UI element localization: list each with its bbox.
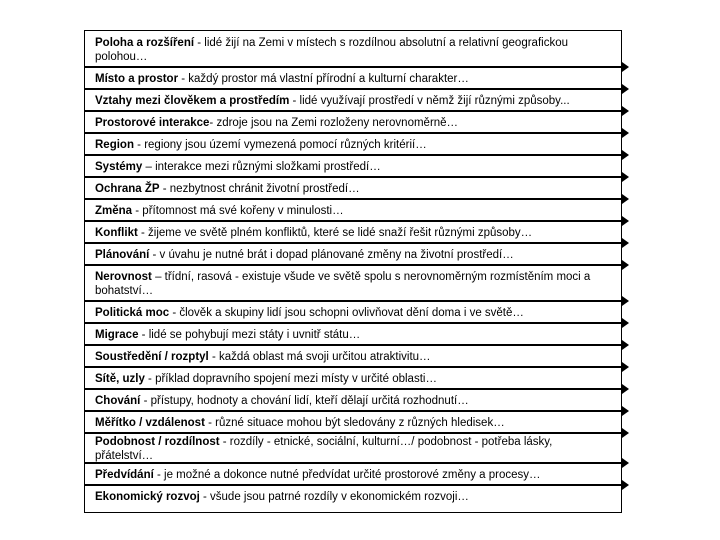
arrow-divider xyxy=(85,344,623,346)
arrow-divider xyxy=(85,484,623,486)
item-term: Konflikt xyxy=(95,227,138,239)
list-item xyxy=(85,223,621,243)
item-description: – interakce mezi různými složkami prostředí… xyxy=(142,161,381,173)
item-description: - v úvahu je nutné brát i dopad plánované změny na životní prostředí… xyxy=(149,249,514,261)
item-description: - příklad dopravního spojení mezi místy v určité oblasti… xyxy=(144,373,437,385)
list-item xyxy=(85,413,621,433)
list-item xyxy=(85,69,621,89)
arrow-divider xyxy=(85,154,623,156)
item-term: Prostorové interakce xyxy=(95,117,210,129)
arrow-divider xyxy=(85,366,623,368)
list-item xyxy=(85,487,621,507)
item-term: Region xyxy=(95,139,134,151)
list-item xyxy=(85,391,621,411)
item-term: Migrace xyxy=(95,329,139,341)
arrow-divider xyxy=(85,88,623,90)
concept-list xyxy=(84,30,622,513)
list-item xyxy=(85,303,621,323)
item-term: Chování xyxy=(95,395,141,407)
arrow-divider xyxy=(85,462,623,464)
item-description: - člověk a skupiny lidí jsou schopni ovlivňovat dění doma i ve světě… xyxy=(169,307,524,319)
arrow-divider xyxy=(85,132,623,134)
item-description: - lidé využívají prostředí v němž žijí různými způsoby... xyxy=(289,95,570,107)
item-description: - žijeme ve světě plném konfliktů, které se lidé snaží řešit různými způsoby… xyxy=(137,227,533,239)
arrow-divider xyxy=(85,66,623,68)
item-term: Poloha a rozšíření xyxy=(95,37,195,49)
item-term: Měřítko / vzdálenost xyxy=(95,417,205,429)
arrow-divider xyxy=(85,300,623,302)
arrow-divider xyxy=(85,410,623,412)
item-term: Nerovnost xyxy=(95,271,152,283)
list-item xyxy=(85,33,621,67)
item-description: - každá oblast má svoji určitou atraktivitu… xyxy=(208,351,431,363)
list-item xyxy=(85,465,621,485)
arrow-divider xyxy=(85,176,623,178)
item-description: - nezbytnost chránit životní prostředí… xyxy=(159,183,360,195)
item-term: Soustředění / rozptyl xyxy=(95,351,209,363)
item-description: - je možné a dokonce nutné předvídat určité prostorové změny a procesy… xyxy=(153,469,541,481)
list-item xyxy=(85,157,621,177)
item-description: - rozdíly - etnické, sociální, kulturní…/ podobnost - potřeba lásky, přátelství… xyxy=(95,436,553,462)
arrow-divider xyxy=(85,432,623,434)
item-description: - lidé žijí na Zemi v místech s rozdílnou absolutní a relativní geografickou polohou… xyxy=(95,37,568,63)
list-item xyxy=(85,435,621,463)
arrow-divider xyxy=(85,264,623,266)
item-term: Předvídání xyxy=(95,469,154,481)
item-term: Podobnost / rozdílnost xyxy=(95,436,220,448)
item-description: - přítomnost má své kořeny v minulosti… xyxy=(132,205,344,217)
item-description: – třídní, rasová - existuje všude ve světě spolu s nerovnoměrným rozmístěním moci a bohatství… xyxy=(95,271,591,297)
list-item xyxy=(85,201,621,221)
item-term: Plánování xyxy=(95,249,150,261)
item-description: - zdroje jsou na Zemi rozloženy nerovnoměrně… xyxy=(209,117,459,129)
list-item xyxy=(85,91,621,111)
list-item xyxy=(85,135,621,155)
item-description: - všude jsou patrné rozdíly v ekonomickém rozvoji… xyxy=(199,491,469,503)
item-description: - různé situace mohou být sledovány z různých hledisek… xyxy=(204,417,505,429)
item-term: Ekonomický rozvoj xyxy=(95,491,200,503)
list-item xyxy=(85,179,621,199)
list-item xyxy=(85,369,621,389)
list-item xyxy=(85,347,621,367)
item-description: - každý prostor má vlastní přírodní a kulturní charakter… xyxy=(178,73,469,85)
arrow-divider xyxy=(85,322,623,324)
arrow-divider xyxy=(85,198,623,200)
arrow-divider xyxy=(85,388,623,390)
arrow-divider xyxy=(85,110,623,112)
item-term: Změna xyxy=(95,205,133,217)
item-term: Politická moc xyxy=(95,307,170,319)
item-term: Místo a prostor xyxy=(95,73,179,85)
list-item xyxy=(85,267,621,301)
item-description: - přístupy, hodnoty a chování lidí, kteří dělají určitá rozhodnutí… xyxy=(140,395,469,407)
arrow-divider xyxy=(85,220,623,222)
arrow-divider xyxy=(85,242,623,244)
item-term: Ochrana ŽP xyxy=(95,183,160,195)
list-item xyxy=(85,325,621,345)
item-term: Vztahy mezi člověkem a prostředím xyxy=(95,95,290,107)
item-description: - lidé se pohybují mezi státy i uvnitř státu… xyxy=(138,329,361,341)
item-description: - regiony jsou území vymezená pomocí různých kritérií… xyxy=(133,139,427,151)
item-term: Systémy xyxy=(95,161,143,173)
list-item xyxy=(85,113,621,133)
item-term: Sítě, uzly xyxy=(95,373,145,385)
list-item xyxy=(85,245,621,265)
